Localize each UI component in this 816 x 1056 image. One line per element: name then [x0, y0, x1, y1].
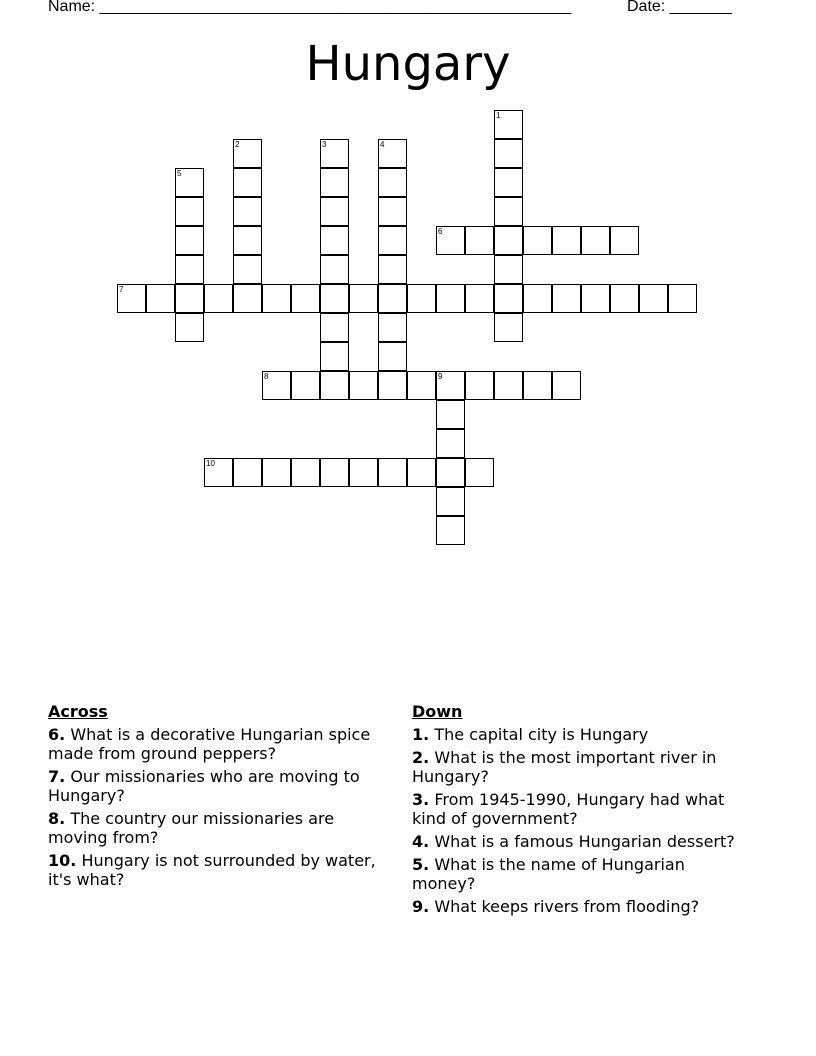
crossword-cell[interactable] [233, 284, 262, 313]
crossword-cell[interactable] [146, 284, 175, 313]
crossword-cell[interactable] [436, 400, 465, 429]
clue-number: 1. [412, 725, 430, 744]
crossword-cell[interactable] [494, 284, 523, 313]
crossword-cell[interactable] [581, 226, 610, 255]
cell-number: 2 [235, 140, 240, 149]
name-field-label: Name: _____________________________________________________ [48, 0, 572, 15]
crossword-cell[interactable] [233, 226, 262, 255]
crossword-cell[interactable] [378, 458, 407, 487]
across-clue-8 [48, 809, 388, 847]
crossword-cell[interactable] [494, 313, 523, 342]
cell-number: 1 [496, 111, 501, 120]
crossword-cell[interactable] [494, 197, 523, 226]
cell-number: 5 [177, 169, 182, 178]
crossword-cell[interactable] [610, 284, 639, 313]
crossword-cell[interactable] [407, 284, 436, 313]
down-clue-2 [412, 748, 752, 786]
crossword-cell[interactable] [320, 255, 349, 284]
cell-number: 6 [438, 227, 443, 236]
clue-number: 8. [48, 809, 66, 828]
date-field-label: Date: _______ [627, 0, 732, 15]
crossword-cell[interactable] [378, 342, 407, 371]
crossword-cell[interactable] [436, 516, 465, 545]
crossword-cell[interactable] [378, 197, 407, 226]
crossword-cell[interactable] [378, 168, 407, 197]
crossword-cell[interactable] [523, 226, 552, 255]
crossword-cell[interactable] [175, 313, 204, 342]
cell-number: 8 [264, 372, 269, 381]
clue-number: 7. [48, 767, 66, 786]
crossword-cell[interactable] [262, 284, 291, 313]
crossword-cell[interactable] [465, 284, 494, 313]
clue-text: The country our missionaries are moving from? [48, 809, 335, 847]
crossword-cell[interactable] [175, 197, 204, 226]
crossword-cell[interactable] [494, 139, 523, 168]
cell-number: 4 [380, 140, 385, 149]
crossword-cell[interactable] [523, 284, 552, 313]
crossword-cell[interactable] [552, 226, 581, 255]
crossword-cell[interactable] [378, 313, 407, 342]
down-clue-4 [412, 832, 752, 851]
crossword-cell[interactable] [494, 371, 523, 400]
crossword-cell[interactable] [320, 342, 349, 371]
crossword-cell[interactable] [349, 458, 378, 487]
crossword-cell[interactable] [494, 168, 523, 197]
across-clue-10 [48, 851, 388, 889]
crossword-cell[interactable] [378, 255, 407, 284]
crossword-cell[interactable] [320, 371, 349, 400]
crossword-cell[interactable] [320, 168, 349, 197]
crossword-cell[interactable] [233, 458, 262, 487]
down-clue-5 [412, 855, 752, 893]
across-clue-7 [48, 767, 388, 805]
crossword-cell[interactable] [233, 139, 262, 168]
down-clue-9 [412, 897, 752, 916]
crossword-cell[interactable] [436, 226, 465, 255]
clue-number: 6. [48, 725, 66, 744]
clue-number: 2. [412, 748, 430, 767]
crossword-cell[interactable] [320, 284, 349, 313]
crossword-cell[interactable] [349, 284, 378, 313]
crossword-cell[interactable] [233, 197, 262, 226]
crossword-cell[interactable] [233, 255, 262, 284]
clue-text: What is a famous Hungarian dessert? [434, 832, 735, 851]
crossword-cell[interactable] [436, 487, 465, 516]
down-clue-1 [412, 725, 752, 744]
clue-text: What is the most important river in Hungary? [412, 748, 717, 786]
crossword-cell[interactable] [320, 197, 349, 226]
cell-number: 3 [322, 140, 327, 149]
crossword-cell[interactable] [668, 284, 697, 313]
clue-text: Our missionaries who are moving to Hungary? [48, 767, 360, 805]
crossword-cell[interactable] [436, 284, 465, 313]
down-heading: Down [412, 702, 463, 721]
clue-text: Hungary is not surrounded by water, it's what? [48, 851, 376, 889]
clue-number: 4. [412, 832, 430, 851]
crossword-cell[interactable] [204, 284, 233, 313]
crossword-cell[interactable] [407, 371, 436, 400]
crossword-cell[interactable] [378, 284, 407, 313]
crossword-cell[interactable] [291, 371, 320, 400]
crossword-cell[interactable] [175, 168, 204, 197]
clue-text: What keeps rivers from flooding? [434, 897, 700, 916]
crossword-cell[interactable] [204, 458, 233, 487]
crossword-cell[interactable] [494, 110, 523, 139]
clue-number: 5. [412, 855, 430, 874]
crossword-cell[interactable] [552, 284, 581, 313]
crossword-cell[interactable] [523, 371, 552, 400]
crossword-cell[interactable] [233, 168, 262, 197]
crossword-cell[interactable] [262, 371, 291, 400]
crossword-cell[interactable] [436, 371, 465, 400]
clue-number: 9. [412, 897, 430, 916]
crossword-cell[interactable] [465, 226, 494, 255]
crossword-cell[interactable] [465, 458, 494, 487]
cell-number: 10 [206, 459, 215, 468]
crossword-cell[interactable] [494, 226, 523, 255]
clue-text: From 1945-1990, Hungary had what kind of government? [412, 790, 725, 828]
crossword-cell[interactable] [175, 284, 204, 313]
crossword-cell[interactable] [465, 371, 494, 400]
crossword-cell[interactable] [175, 226, 204, 255]
crossword-cell[interactable] [378, 139, 407, 168]
crossword-cell[interactable] [117, 284, 146, 313]
crossword-cell[interactable] [494, 255, 523, 284]
crossword-cell[interactable] [436, 458, 465, 487]
crossword-cell[interactable] [610, 226, 639, 255]
crossword-cell[interactable] [378, 371, 407, 400]
clue-text: The capital city is Hungary [434, 725, 649, 744]
down-clue-3 [412, 790, 752, 828]
clue-number: 3. [412, 790, 430, 809]
crossword-cell[interactable] [320, 458, 349, 487]
across-heading: Across [48, 702, 108, 721]
cell-number: 9 [438, 372, 443, 381]
crossword-cell[interactable] [320, 226, 349, 255]
crossword-cell[interactable] [552, 371, 581, 400]
crossword-cell[interactable] [581, 284, 610, 313]
clue-text: What is the name of Hungarian money? [412, 855, 685, 893]
crossword-cell[interactable] [407, 458, 436, 487]
crossword-cell[interactable] [262, 458, 291, 487]
down-clues [412, 702, 752, 920]
cell-number: 7 [119, 285, 124, 294]
clue-number: 10. [48, 851, 77, 870]
crossword-cell[interactable] [378, 226, 407, 255]
crossword-cell[interactable] [320, 139, 349, 168]
crossword-cell[interactable] [639, 284, 668, 313]
page-title: Hungary [305, 36, 511, 92]
across-clues [48, 702, 388, 893]
crossword-cell[interactable] [291, 284, 320, 313]
crossword-cell[interactable] [436, 429, 465, 458]
crossword-cell[interactable] [175, 255, 204, 284]
crossword-cell[interactable] [320, 313, 349, 342]
clue-text: What is a decorative Hungarian spice made from ground peppers? [48, 725, 371, 763]
crossword-cell[interactable] [291, 458, 320, 487]
across-clue-6 [48, 725, 388, 763]
crossword-cell[interactable] [349, 371, 378, 400]
